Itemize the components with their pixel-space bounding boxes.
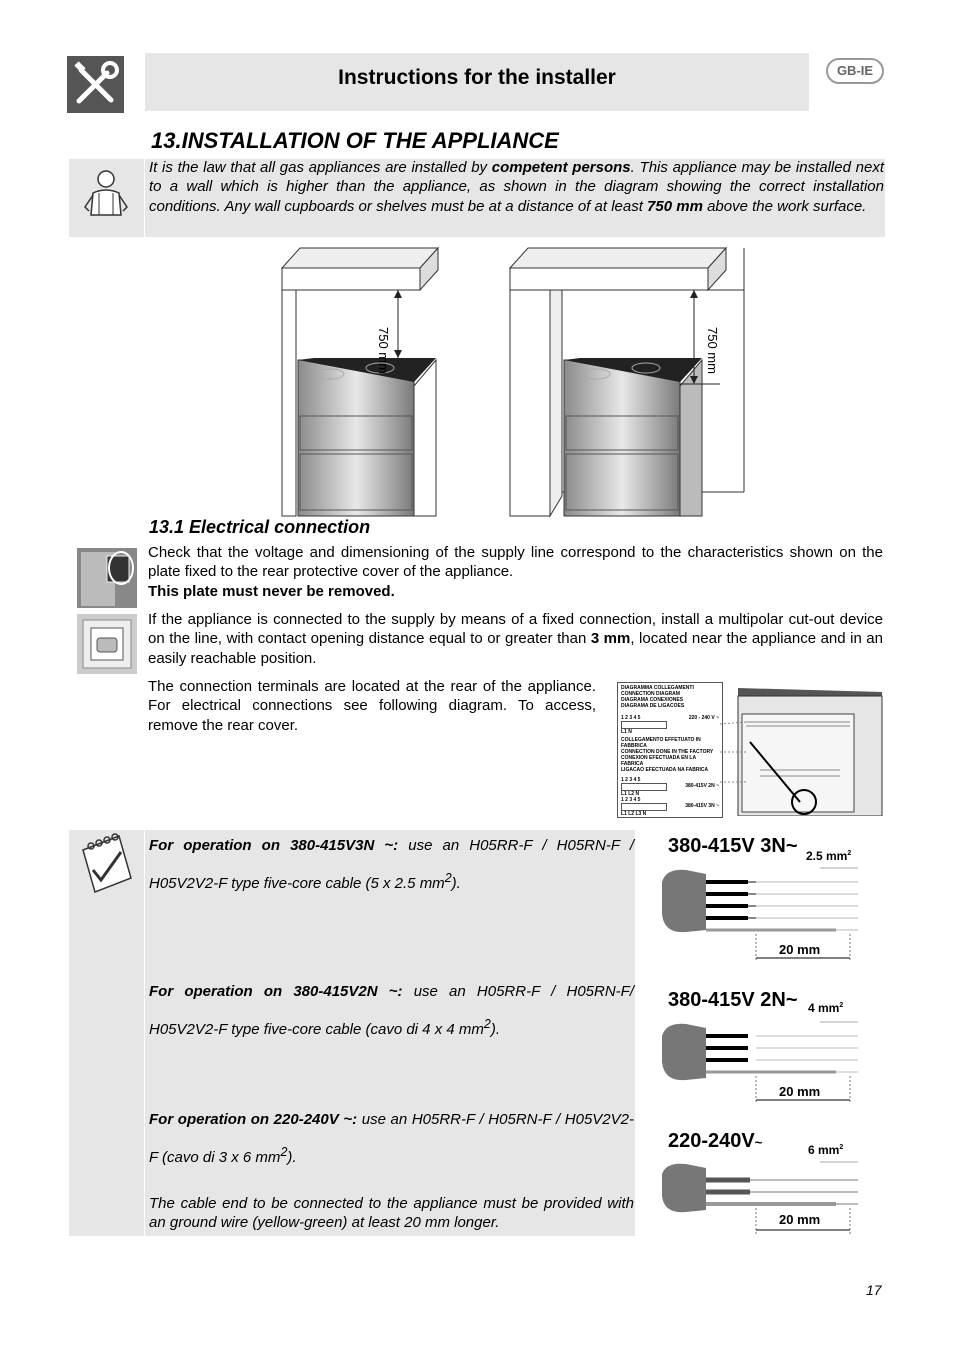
left-installation <box>282 248 438 516</box>
terminal-diagram-title-1: DIAGRAMMA COLLEGAMENTI <box>621 685 694 691</box>
terminal-diagram-title-2: CONNECTION DIAGRAM <box>621 691 680 697</box>
terminal-voltage-1: 220 - 240 V ~ <box>688 715 719 721</box>
terminal-factory-1: COLLEGAMENTO EFFETUATO IN FABBRICA <box>621 737 701 749</box>
terminal-l-row-3: L1 L2 L3 N <box>621 811 647 817</box>
terminal-diagram-title-4: DIAGRAMA DE LIGACOES <box>621 703 685 709</box>
section-label-3n: 2.5 $mm^2$ <box>806 849 852 863</box>
terminal-numbers-2: 1 2 3 4 5 <box>621 777 641 783</box>
subsection-title: 13.1 Electrical connection <box>149 517 371 537</box>
language-badge: GB-IE <box>826 58 884 84</box>
installer-person-icon <box>69 159 144 237</box>
fixed-connection-paragraph: If the appliance is connected to the supply by means of a fixed connection, install a multipolar cut-out device on the line, with contact opening distance equal to or greater than 3 mm, located near the appliance and in an easily reachable position. <box>148 611 883 667</box>
page-header-title: Instructions for the installer <box>338 66 616 89</box>
terminal-voltage-2: 380-415V 2N ~ <box>685 783 719 789</box>
installer-icon-cell <box>69 159 144 237</box>
dimension-label-left: 750 mm <box>376 327 391 374</box>
tools-icon <box>67 56 124 113</box>
section-label-single: 6 $mm^2$ <box>808 1143 844 1157</box>
cable-diagram-2n <box>660 1016 860 1106</box>
note-icon-cell <box>69 830 144 1236</box>
voltage-label-3n: 380-415V 3N~ <box>668 835 798 857</box>
installation-diagram <box>280 246 750 518</box>
rating-plate-icon <box>77 548 137 608</box>
voltage-label-single: 220-240V~ <box>668 1130 763 1152</box>
terminal-diagram-title-3: DIAGRAMA CONEXIONES <box>621 697 684 703</box>
ground-wire-note: The cable end to be connected to the appliance must be provided with an ground wire (yellow-green) at least 20 mm longer. <box>149 1195 634 1232</box>
cable-spec-single: For operation on 220-240V ~: use an H05RR-F / H05RN-F / H05V2V2-F (cavo di 3 x 6 $mm^2$). <box>149 1111 634 1166</box>
rear-cover-illustration <box>720 682 886 816</box>
section-title: 13.INSTALLATION OF THE APPLIANCE <box>151 128 559 153</box>
section-label-2n: 4 $mm^2$ <box>808 1001 844 1015</box>
cable-diagram-3n <box>660 862 860 962</box>
notepad-check-icon <box>69 830 144 900</box>
terminals-paragraph: The connection terminals are located at the rear of the appliance. For electrical connections see following diagram. To access, remove the rear cover. <box>148 678 596 734</box>
terminal-numbers-3: 1 2 3 4 5 <box>621 797 641 803</box>
page-number: 17 <box>866 1282 882 1298</box>
voltage-check-paragraph: Check that the voltage and dimensioning of the supply line correspond to the characteristics shown on the plate fixed to the rear protective cover of the appliance. This plate must never be removed. <box>148 544 883 600</box>
length-label-2n: 20 mm <box>779 1084 821 1099</box>
terminal-factory-3: CONEXION EFECTUADA EN LA FABRICA <box>621 755 696 767</box>
terminal-l-row-2: L1 L2 N <box>621 791 640 797</box>
terminal-l-row-1: L1 N <box>621 729 632 735</box>
terminal-factory-2: CONNECTION DONE IN THE FACTORY <box>621 749 714 755</box>
dimension-label-right: 750 mm <box>705 327 720 374</box>
terminal-diagram-plate <box>617 682 723 818</box>
terminal-numbers-1: 1 2 3 4 5 <box>621 715 641 721</box>
cable-spec-3n: For operation on 380-415V3N ~: use an H05RR-F / H05RN-F / H05V2V2-F type five-core cable (5 x 2.5 $mm^2$). <box>149 837 634 892</box>
intro-paragraph: It is the law that all gas appliances are installed by competent persons. This appliance may be installed next to a wall which is higher than the appliance, as shown in the diagram showing the correct installation conditions. Any wall cupboards or shelves must be at a distance of at least 750 mm above the work surface. <box>149 159 885 215</box>
voltage-label-2n: 380-415V 2N~ <box>668 989 798 1011</box>
length-label-3n: 20 mm <box>779 942 821 957</box>
terminal-factory-4: LIGACAO EFECTUADA NA FABRICA <box>621 767 709 773</box>
terminal-voltage-3: 380-415V 3N ~ <box>685 803 719 809</box>
wall-socket-icon <box>77 614 137 674</box>
cable-diagram-single <box>660 1158 860 1238</box>
length-label-single: 20 mm <box>779 1212 821 1227</box>
cable-spec-2n: For operation on 380-415V2N ~: use an H05RR-F / H05RN-F/ H05V2V2-F type five-core cable (cavo di 4 x 4 $mm^2$). <box>149 983 635 1038</box>
